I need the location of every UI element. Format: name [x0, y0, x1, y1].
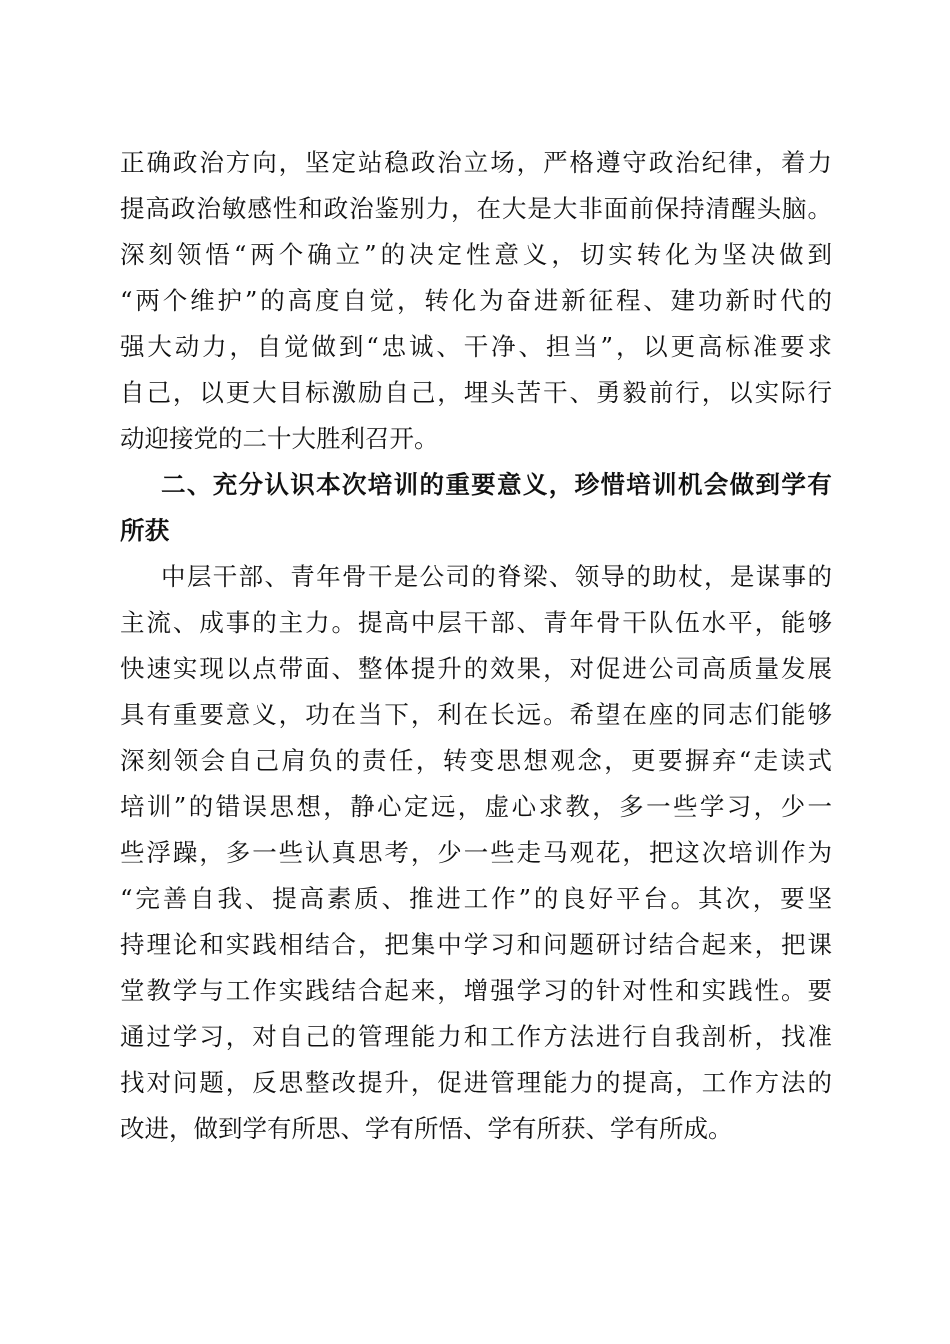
text-line: 找对问题，反思整改提升，促进管理能力的提高，工作方法的	[120, 1068, 832, 1097]
text-line: 些浮躁，多一些认真思考，少一些走马观花，把这次培训作为	[120, 838, 832, 867]
text-line: 强大动力，自觉做到“忠诚、干净、担当”，以更高标准要求	[120, 332, 832, 361]
text-line: 提高政治敏感性和政治鉴别力，在大是大非面前保持清醒头脑。	[120, 194, 832, 223]
text-line: 中层干部、青年骨干是公司的脊梁、领导的助杖，是谋事的	[161, 562, 832, 591]
heading-line: 二、充分认识本次培训的重要意义，珍惜培训机会做到学有	[161, 470, 832, 499]
section-heading-2	[120, 462, 832, 554]
text-line: 通过学习，对自己的管理能力和工作方法进行自我剖析，找准	[120, 1022, 832, 1051]
text-line: 快速实现以点带面、整体提升的效果，对促进公司高质量发展	[120, 654, 832, 683]
paragraph-1	[120, 140, 832, 462]
text-line: 培训”的错误思想，静心定远，虚心求教，多一些学习，少一	[120, 792, 832, 821]
text-line: 具有重要意义，功在当下，利在长远。希望在座的同志们能够	[120, 700, 832, 729]
text-line: 深刻领悟“两个确立”的决定性意义，切实转化为坚决做到	[120, 240, 832, 269]
text-line: 自己，以更大目标激励自己，埋头苦干、勇毅前行，以实际行	[120, 378, 832, 407]
text-line: 动迎接党的二十大胜利召开。	[120, 424, 439, 453]
text-line: “两个维护”的高度自觉，转化为奋进新征程、建功新时代的	[120, 286, 832, 315]
text-line: 堂教学与工作实践结合起来，增强学习的针对性和实践性。要	[120, 976, 832, 1005]
text-line: 改进，做到学有所思、学有所悟、学有所获、学有所成。	[120, 1114, 733, 1143]
document-body	[120, 140, 832, 1152]
text-line: 深刻领会自己肩负的责任，转变思想观念，更要摒弃“走读式	[120, 746, 832, 775]
text-line: 持理论和实践相结合，把集中学习和问题研讨结合起来，把课	[120, 930, 832, 959]
paragraph-2	[120, 554, 832, 1152]
text-line: “完善自我、提高素质、推进工作”的良好平台。其次，要坚	[120, 884, 832, 913]
text-line: 正确政治方向，坚定站稳政治立场，严格遵守政治纪律，着力	[120, 148, 832, 177]
heading-line: 所获	[120, 516, 170, 545]
text-line: 主流、成事的主力。提高中层干部、青年骨干队伍水平，能够	[120, 608, 832, 637]
